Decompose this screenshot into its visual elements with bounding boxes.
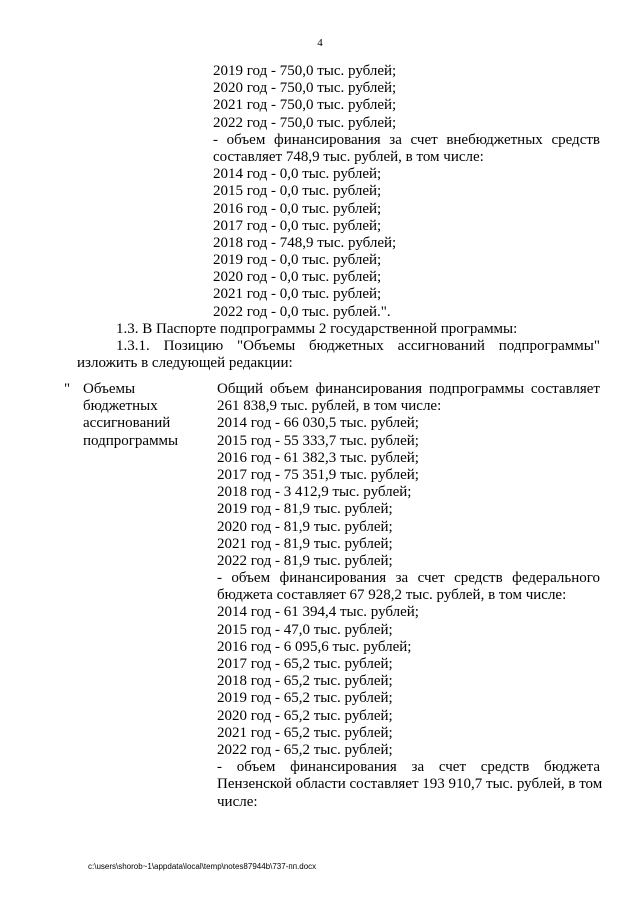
funding-line: 2018 год - 65,2 тыс. рублей; <box>217 673 393 690</box>
file-path-footer: c:\users\shorob~1\appdata\local\temp\notes87944b\737-пп.docx <box>88 862 317 871</box>
funding-line: составляет 748,9 тыс. рублей, в том числе: <box>213 148 484 165</box>
funding-line: числе: <box>217 793 258 810</box>
funding-line: - объем финансирования за счет средств федерального <box>217 570 600 587</box>
funding-line: 2022 год - 0,0 тыс. рублей.". <box>213 303 391 320</box>
label-line: Объемы <box>83 381 136 397</box>
label-line: подпрограммы <box>83 432 179 449</box>
funding-line: 2019 год - 81,9 тыс. рублей; <box>217 501 393 518</box>
funding-line: 2016 год - 0,0 тыс. рублей; <box>213 200 382 217</box>
funding-line: бюджета составляет 67 928,2 тыс. рублей, в том числе: <box>217 587 567 604</box>
funding-line: 2017 год - 65,2 тыс. рублей; <box>217 656 393 672</box>
amendment-paragraph <box>77 321 600 373</box>
funding-line: 2017 год - 75 351,9 тыс. рублей; <box>217 466 419 483</box>
opening-quote: " <box>64 381 71 397</box>
subsection-line: 1.3.1. Позицию "Объемы бюджетных ассигнований подпрограммы" <box>116 338 600 355</box>
funding-line: 2019 год - 0,0 тыс. рублей; <box>213 252 382 269</box>
subprogram-funding-list <box>217 381 603 811</box>
funding-line: 2016 год - 6 095,6 тыс. рублей; <box>217 638 412 655</box>
funding-line: 2014 год - 66 030,5 тыс. рублей; <box>217 415 419 432</box>
funding-line: 2015 год - 55 333,7 тыс. рублей; <box>217 432 419 449</box>
funding-line: 2022 год - 81,9 тыс. рублей; <box>217 552 393 569</box>
funding-line: 2015 год - 0,0 тыс. рублей; <box>213 183 382 200</box>
section-heading: 1.3. В Паспорте подпрограммы 2 государственной программы: <box>116 321 518 337</box>
label-line: бюджетных <box>83 398 158 415</box>
funding-line: Пензенской области составляет 193 910,7 тыс. рублей, в том <box>217 776 603 793</box>
funding-line: 2017 год - 0,0 тыс. рублей; <box>213 217 382 234</box>
funding-line: 2019 год - 65,2 тыс. рублей; <box>217 690 393 707</box>
funding-line: 2021 год - 81,9 тыс. рублей; <box>217 535 393 552</box>
funding-line: 261 838,9 тыс. рублей, в том числе: <box>217 398 442 415</box>
funding-line: 2021 год - 750,0 тыс. рублей; <box>213 97 397 114</box>
top-funding-list <box>213 63 600 321</box>
funding-line: 2021 год - 65,2 тыс. рублей; <box>217 724 393 741</box>
funding-line: 2018 год - 3 412,9 тыс. рублей; <box>217 484 412 501</box>
position-label <box>83 381 203 450</box>
funding-line: 2022 год - 65,2 тыс. рублей; <box>217 741 393 758</box>
funding-line: 2016 год - 61 382,3 тыс. рублей; <box>217 449 419 466</box>
page-number: 4 <box>317 37 323 49</box>
funding-line: 2018 год - 748,9 тыс. рублей; <box>213 234 397 251</box>
funding-line: 2014 год - 0,0 тыс. рублей; <box>213 166 382 183</box>
funding-line: - объем финансирования за счет средств бюджета <box>217 759 600 776</box>
funding-line: Общий объем финансирования подпрограммы составляет <box>217 381 600 397</box>
subsection-line: изложить в следующей редакции: <box>77 355 293 372</box>
funding-line: 2020 год - 750,0 тыс. рублей; <box>213 80 397 97</box>
label-line: ассигнований <box>83 415 171 432</box>
funding-line: 2014 год - 61 394,4 тыс. рублей; <box>217 604 419 621</box>
funding-line: 2015 год - 47,0 тыс. рублей; <box>217 621 393 638</box>
funding-line: 2019 год - 750,0 тыс. рублей; <box>213 63 397 79</box>
funding-line: - объем финансирования за счет внебюджетных средств <box>213 131 600 148</box>
funding-line: 2020 год - 65,2 тыс. рублей; <box>217 707 393 724</box>
funding-line: 2020 год - 81,9 тыс. рублей; <box>217 518 393 535</box>
funding-line: 2020 год - 0,0 тыс. рублей; <box>213 269 382 286</box>
funding-line: 2021 год - 0,0 тыс. рублей; <box>213 286 382 303</box>
funding-line: 2022 год - 750,0 тыс. рублей; <box>213 114 397 131</box>
